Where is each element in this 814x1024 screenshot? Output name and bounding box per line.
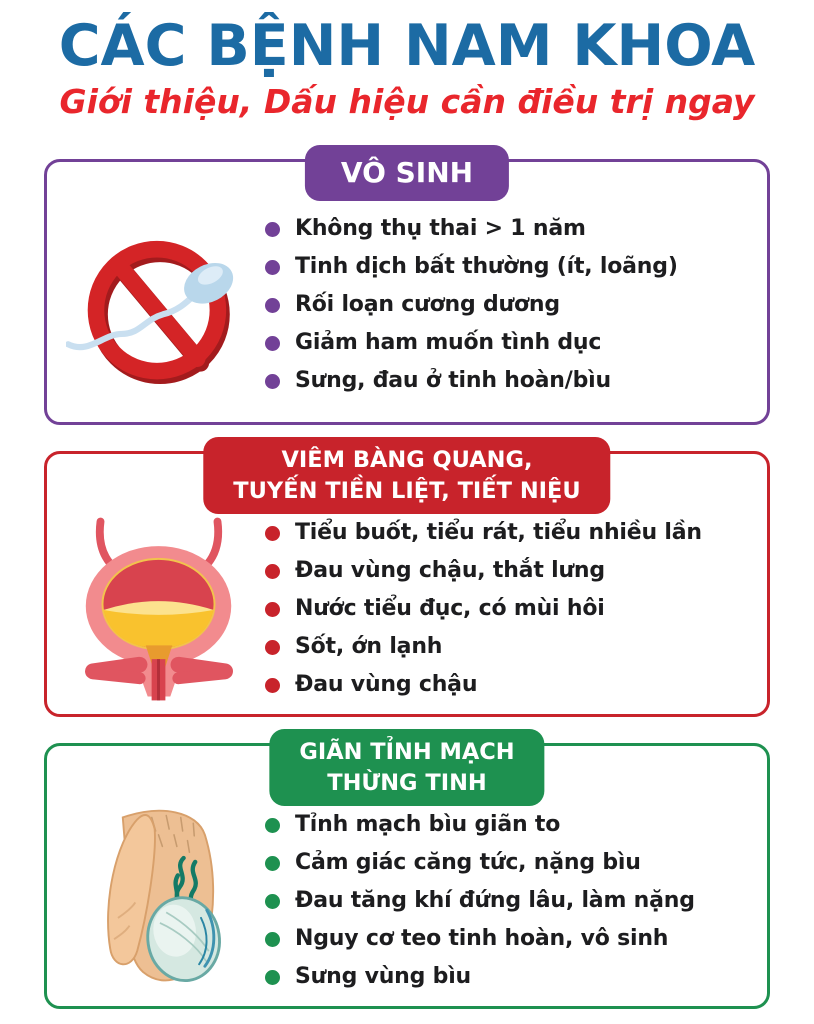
section-header-line: VIÊM BÀNG QUANG, xyxy=(281,447,533,474)
symptom-list xyxy=(265,514,753,704)
list-item: Đau tăng khí đứng lâu, làm nặng xyxy=(265,882,753,920)
section-vo-sinh xyxy=(44,156,770,425)
symptom-list xyxy=(265,210,753,400)
page-title: CÁC BỆNH NAM KHOA xyxy=(58,13,756,79)
bullet-dot xyxy=(265,894,280,909)
list-item: Giảm ham muốn tình dục xyxy=(265,324,753,362)
illustration-column xyxy=(53,515,265,703)
section-header-line: VÔ SINH xyxy=(340,156,474,190)
no-sperm-icon xyxy=(66,212,252,398)
section-header-vo-sinh xyxy=(305,145,509,201)
section-header-line: THỪNG TINH xyxy=(327,769,487,796)
illustration-column xyxy=(53,802,265,1000)
list-item: Tinh dịch bất thường (ít, loãng) xyxy=(265,248,753,286)
bullet-dot xyxy=(265,564,280,579)
section-header-line: TUYẾN TIỀN LIỆT, TIẾT NIỆU xyxy=(233,477,581,504)
list-item: Nguy cơ teo tinh hoàn, vô sinh xyxy=(265,920,753,958)
varicocele-icon xyxy=(69,802,249,1000)
list-item: Đau vùng chậu xyxy=(265,666,753,704)
list-item: Tỉnh mạch bìu giãn to xyxy=(265,806,753,844)
section-header-line: GIÃN TỈNH MẠCH xyxy=(299,739,515,766)
list-item: Đau vùng chậu, thắt lưng xyxy=(265,552,753,590)
bullet-dot xyxy=(265,602,280,617)
bullet-dot xyxy=(265,374,280,389)
list-item: Cảm giác căng tức, nặng bìu xyxy=(265,844,753,882)
bullet-dot xyxy=(265,298,280,313)
bullet-dot xyxy=(265,818,280,833)
bullet-dot xyxy=(265,260,280,275)
bullet-dot xyxy=(265,678,280,693)
section-header-viem-bang-quang xyxy=(203,437,610,514)
bullet-dot xyxy=(265,526,280,541)
list-item: Tiểu buốt, tiểu rát, tiểu nhiều lần xyxy=(265,514,753,552)
bullet-dot xyxy=(265,336,280,351)
section-viem-bang-quang xyxy=(44,447,770,717)
list-item: Không thụ thai > 1 năm xyxy=(265,210,753,248)
list-item: Rối loạn cương dương xyxy=(265,286,753,324)
section-header-gian-tinh-mach xyxy=(269,729,544,806)
symptom-list xyxy=(265,806,753,996)
section-gian-tinh-mach xyxy=(44,739,770,1009)
bullet-dot xyxy=(265,640,280,655)
list-item: Nước tiểu đục, có mùi hôi xyxy=(265,590,753,628)
bullet-dot xyxy=(265,856,280,871)
section-body xyxy=(47,162,767,422)
page-subtitle: Giới thiệu, Dấu hiệu cần điều trị ngay xyxy=(59,81,755,121)
bullet-dot xyxy=(265,222,280,237)
list-item: Sưng, đau ở tinh hoàn/bìu xyxy=(265,362,753,400)
bullet-dot xyxy=(265,932,280,947)
list-item: Sốt, ớn lạnh xyxy=(265,628,753,666)
bladder-icon xyxy=(73,515,245,703)
illustration-column xyxy=(53,212,265,398)
bullet-dot xyxy=(265,970,280,985)
list-item: Sưng vùng bìu xyxy=(265,958,753,996)
